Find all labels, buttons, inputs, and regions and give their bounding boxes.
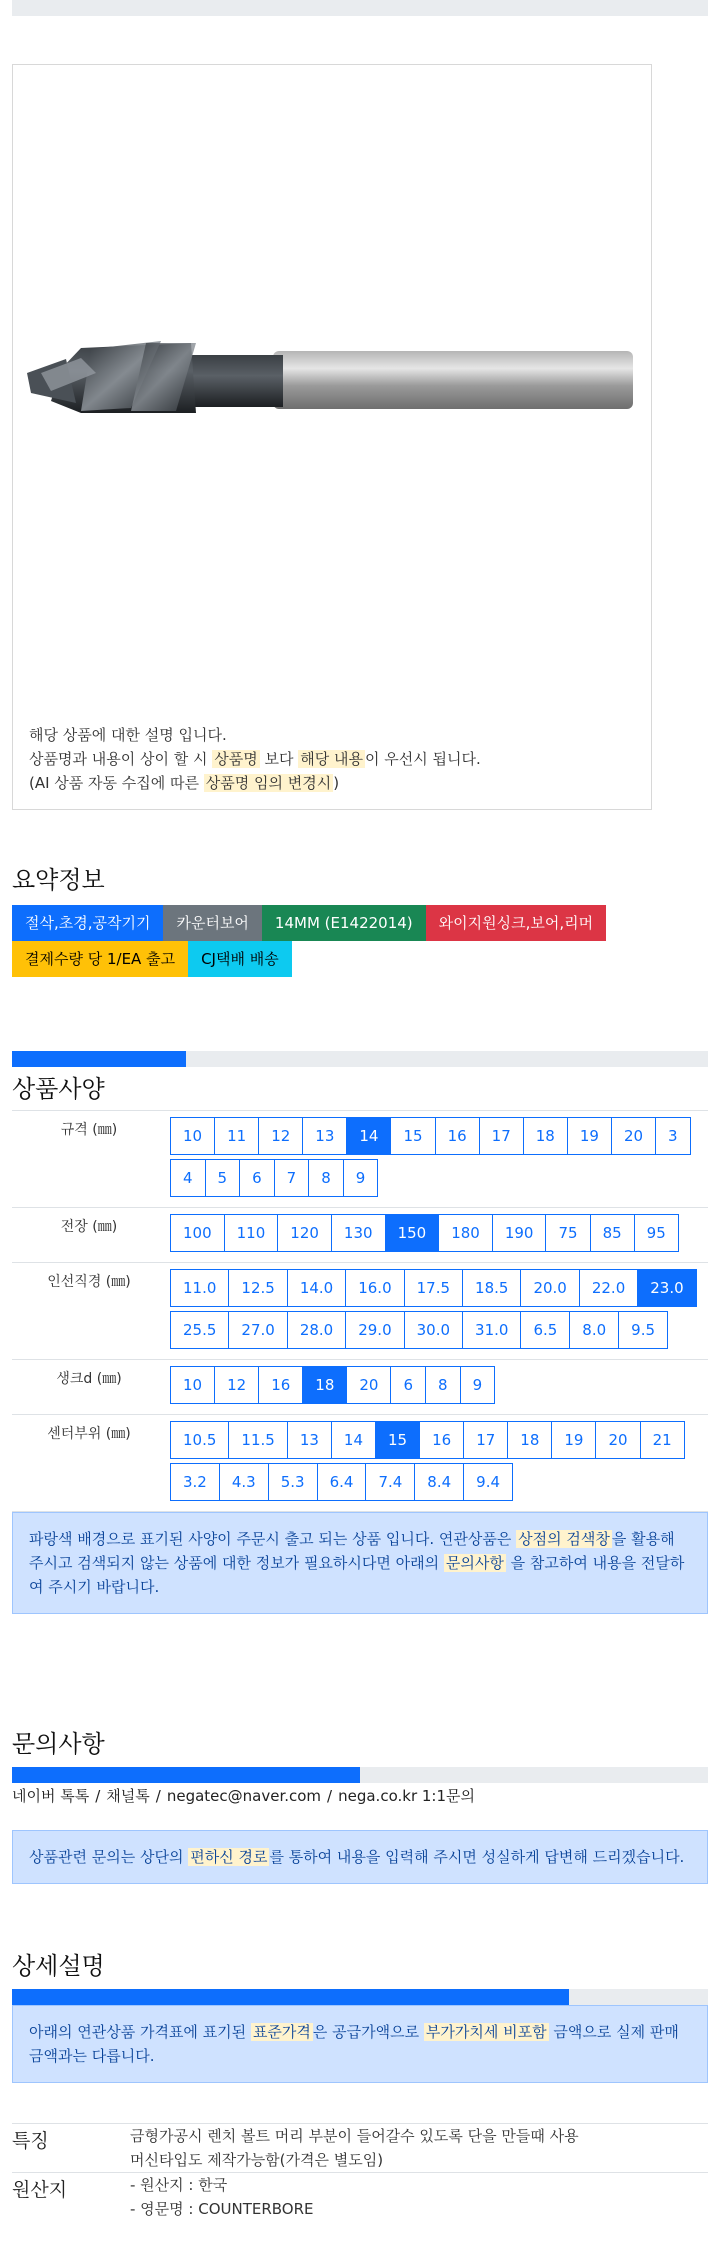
info-highlight-route: 편하신 경로: [190, 1848, 268, 1866]
spec-option[interactable]: 5.3: [268, 1463, 318, 1501]
spec-option[interactable]: 11.5: [228, 1421, 287, 1459]
info-highlight-inquiry: 문의사항: [445, 1554, 504, 1572]
spec-option-selected[interactable]: 150: [385, 1214, 440, 1252]
spec-option[interactable]: 17: [479, 1117, 524, 1155]
details-title: 상세설명: [12, 1952, 105, 1980]
feature-value: [130, 2124, 708, 2173]
spec-option[interactable]: 100: [170, 1214, 225, 1252]
inquiry-progress-bar: [12, 1767, 708, 1783]
spec-option[interactable]: 4: [170, 1159, 206, 1197]
info-text: 아래의 연관상품 가격표에 표기된: [29, 2023, 251, 2041]
spec-option[interactable]: 11: [214, 1117, 259, 1155]
summary-tag: CJ택배 배송: [188, 941, 292, 977]
spec-option[interactable]: 16.0: [345, 1269, 404, 1307]
feature-label: 특징: [12, 2124, 130, 2173]
info-text: 상품관련 문의는 상단의: [29, 1848, 189, 1866]
spec-option[interactable]: 130: [331, 1214, 386, 1252]
spec-row: [12, 1263, 708, 1360]
spec-option[interactable]: 4.3: [219, 1463, 269, 1501]
summary-title: 요약정보: [12, 866, 105, 894]
contact-link[interactable]: negatec@naver.com: [166, 1787, 322, 1805]
contact-separator: /: [327, 1787, 333, 1805]
spec-option[interactable]: 5: [205, 1159, 241, 1197]
spec-progress-bar: [12, 1051, 708, 1067]
spec-option[interactable]: 19: [551, 1421, 596, 1459]
summary-tags: [12, 905, 702, 977]
spec-option[interactable]: 9: [343, 1159, 379, 1197]
product-box: [12, 64, 652, 810]
spec-option[interactable]: 16: [435, 1117, 480, 1155]
info-text: 금액으로 실제 판매금액과는 다릅니다.: [29, 2023, 679, 2065]
spec-option[interactable]: 25.5: [170, 1311, 229, 1349]
info-text: 를 통하여 내용을 입력해 주시면 성실하게 답변해 드리겠습니다.: [269, 1848, 685, 1866]
spec-option[interactable]: 8.0: [569, 1311, 619, 1349]
summary-tag: 카운터보어: [163, 905, 261, 941]
spec-option[interactable]: 12.5: [228, 1269, 287, 1307]
spec-options-cell: [166, 1360, 708, 1415]
spec-option[interactable]: 10.5: [170, 1421, 229, 1459]
notice-text: 이 우선시 됩니다.: [364, 750, 481, 768]
info-highlight-standard-price: 표준가격: [252, 2023, 311, 2041]
spec-option[interactable]: 3: [655, 1117, 691, 1155]
spec-option-selected[interactable]: 14: [346, 1117, 391, 1155]
spec-option[interactable]: 120: [277, 1214, 332, 1252]
spec-label: 인선직경 (㎜): [12, 1263, 166, 1360]
spec-option[interactable]: 14: [331, 1421, 376, 1459]
top-bar: [12, 0, 708, 16]
spec-options: [170, 1269, 704, 1353]
spec-option[interactable]: 13: [287, 1421, 332, 1459]
spec-option[interactable]: 9: [460, 1366, 496, 1404]
spec-label: 규격 (㎜): [12, 1111, 166, 1208]
product-notice: [29, 723, 481, 795]
spec-row: [12, 1360, 708, 1415]
spec-option[interactable]: 7: [274, 1159, 310, 1197]
feature-row: [12, 2124, 708, 2173]
summary-tag: 와이지원싱크,보어,리머: [426, 905, 606, 941]
notice-text: 보다: [259, 750, 299, 768]
spec-option[interactable]: 11.0: [170, 1269, 229, 1307]
spec-option[interactable]: 13: [302, 1117, 347, 1155]
contact-separator: /: [95, 1787, 101, 1805]
spec-option[interactable]: 9.4: [463, 1463, 513, 1501]
notice-highlight-content: 해당 내용: [300, 750, 363, 768]
spec-option[interactable]: 30.0: [404, 1311, 463, 1349]
feature-line: 금형가공시 렌치 볼트 머리 부분이 들어갈수 있도록 단을 만들때 사용: [130, 2127, 579, 2145]
spec-option-selected[interactable]: 18: [302, 1366, 347, 1404]
spec-option[interactable]: 180: [438, 1214, 493, 1252]
spec-option[interactable]: 15: [390, 1117, 435, 1155]
spec-options: [170, 1366, 704, 1408]
spec-option[interactable]: 190: [492, 1214, 547, 1252]
spec-label: 전장 (㎜): [12, 1208, 166, 1263]
spec-option[interactable]: 7.4: [365, 1463, 415, 1501]
spec-row: [12, 1208, 708, 1263]
origin-line: - 영문명 : COUNTERBORE: [130, 2200, 314, 2218]
origin-line: - 원산지 : 한국: [130, 2176, 228, 2194]
spec-option[interactable]: 21: [640, 1421, 685, 1459]
info-text: 은 공급가액으로: [312, 2023, 424, 2041]
spec-option[interactable]: 6: [390, 1366, 426, 1404]
details-progress-bar: [12, 1989, 708, 2005]
inquiry-progress-fill: [12, 1767, 360, 1783]
spec-option[interactable]: 29.0: [345, 1311, 404, 1349]
contact-link[interactable]: 채널톡: [106, 1787, 150, 1805]
spec-option[interactable]: 22.0: [579, 1269, 638, 1307]
spec-option[interactable]: 20: [346, 1366, 391, 1404]
spec-option-selected[interactable]: 15: [375, 1421, 420, 1459]
spec-option[interactable]: 20: [595, 1421, 640, 1459]
spec-option[interactable]: 8.4: [414, 1463, 464, 1501]
spec-option[interactable]: 16: [258, 1366, 303, 1404]
details-progress-fill: [12, 1989, 569, 2005]
spec-option[interactable]: 18: [507, 1421, 552, 1459]
spec-row: [12, 1111, 708, 1208]
info-highlight-search: 상점의 검색창: [518, 1530, 610, 1548]
info-text: 파랑색 배경으로 표기된 사양이 주문시 출고 되는 상품 입니다. 연관상품은: [29, 1530, 517, 1548]
info-highlight-vat: 부가가치세 비포함: [425, 2023, 547, 2041]
spec-options: [170, 1117, 704, 1201]
spec-option[interactable]: 20: [611, 1117, 656, 1155]
notice-line-2: [29, 747, 481, 771]
feature-line: 머신타입도 제작가능함(가격은 별도임): [130, 2151, 384, 2169]
details-info-alert: [12, 2005, 708, 2083]
product-image: [21, 73, 643, 763]
spec-option[interactable]: 28.0: [287, 1311, 346, 1349]
notice-text: (AI 상품 자동 수집에 따른: [29, 774, 204, 792]
spec-option[interactable]: 20.0: [520, 1269, 579, 1307]
notice-line-1: 해당 상품에 대한 설명 입니다.: [29, 726, 227, 744]
spec-options: [170, 1421, 704, 1505]
spec-label: 센터부위 (㎜): [12, 1415, 166, 1512]
notice-text: 상품명과 내용이 상이 할 시: [29, 750, 213, 768]
spec-option[interactable]: 17: [463, 1421, 508, 1459]
spec-option[interactable]: 12: [258, 1117, 303, 1155]
spec-option[interactable]: 19: [567, 1117, 612, 1155]
spec-options-cell: [166, 1415, 708, 1512]
spec-options-cell: [166, 1263, 708, 1360]
summary-tag: 14MM (E1422014): [262, 905, 426, 941]
inquiry-title: 문의사항: [12, 1730, 105, 1758]
contact-links: [12, 1785, 708, 1806]
spec-option[interactable]: 12: [214, 1366, 259, 1404]
contact-separator: /: [155, 1787, 161, 1805]
spec-option[interactable]: 18.5: [462, 1269, 521, 1307]
spec-options: [170, 1214, 704, 1256]
origin-row: [12, 2173, 708, 2222]
spec-option[interactable]: 95: [634, 1214, 679, 1252]
spec-option[interactable]: 8: [425, 1366, 461, 1404]
contact-link[interactable]: nega.co.kr 1:1문의: [338, 1787, 475, 1805]
spec-option[interactable]: 6.4: [317, 1463, 367, 1501]
spec-option-selected[interactable]: 23.0: [637, 1269, 696, 1307]
spec-option[interactable]: 17.5: [404, 1269, 463, 1307]
spec-option[interactable]: 3.2: [170, 1463, 220, 1501]
info-text: 을 활용해 주시고 검색되지 않는 상품에 대한 정보가 필요하시다면 아래의: [29, 1530, 675, 1572]
spec-option[interactable]: 110: [224, 1214, 279, 1252]
spec-options-cell: [166, 1111, 708, 1208]
notice-text: ): [333, 774, 340, 792]
notice-highlight-product-name: 상품명: [214, 750, 258, 768]
spec-option[interactable]: 8: [308, 1159, 344, 1197]
notice-line-3: [29, 771, 481, 795]
contact-link[interactable]: 네이버 톡톡: [12, 1787, 90, 1805]
spec-option[interactable]: 9.5: [618, 1311, 668, 1349]
spec-option[interactable]: 85: [590, 1214, 635, 1252]
spec-option[interactable]: 14.0: [287, 1269, 346, 1307]
spec-option[interactable]: 10: [170, 1117, 215, 1155]
summary-tag: 결제수량 당 1/EA 출고: [12, 941, 188, 977]
spec-progress-fill: [12, 1051, 186, 1067]
summary-tag: 절삭,초경,공작기기: [12, 905, 163, 941]
spec-option[interactable]: 31.0: [462, 1311, 521, 1349]
inquiry-info-alert: [12, 1830, 708, 1884]
spec-option[interactable]: 27.0: [228, 1311, 287, 1349]
spec-option[interactable]: 75: [545, 1214, 590, 1252]
spec-option[interactable]: 18: [523, 1117, 568, 1155]
origin-label: 원산지: [12, 2173, 130, 2222]
spec-info-alert: [12, 1512, 708, 1614]
spec-option[interactable]: 6: [239, 1159, 275, 1197]
spec-label: 생크d (㎜): [12, 1360, 166, 1415]
spec-title: 상품사양: [12, 1075, 105, 1103]
counterbore-tool-image: [21, 73, 643, 763]
features-table: [12, 2123, 708, 2221]
notice-highlight-rename: 상품명 임의 변경시: [205, 774, 332, 792]
spec-option[interactable]: 16: [419, 1421, 464, 1459]
spec-options-cell: [166, 1208, 708, 1263]
spec-row: [12, 1415, 708, 1512]
spec-option[interactable]: 6.5: [520, 1311, 570, 1349]
spec-option[interactable]: 10: [170, 1366, 215, 1404]
info-text: 을 참고하여 내용을 전달하여 주시기 바랍니다.: [29, 1554, 685, 1596]
origin-value: [130, 2173, 708, 2222]
spec-table: [12, 1110, 708, 1512]
